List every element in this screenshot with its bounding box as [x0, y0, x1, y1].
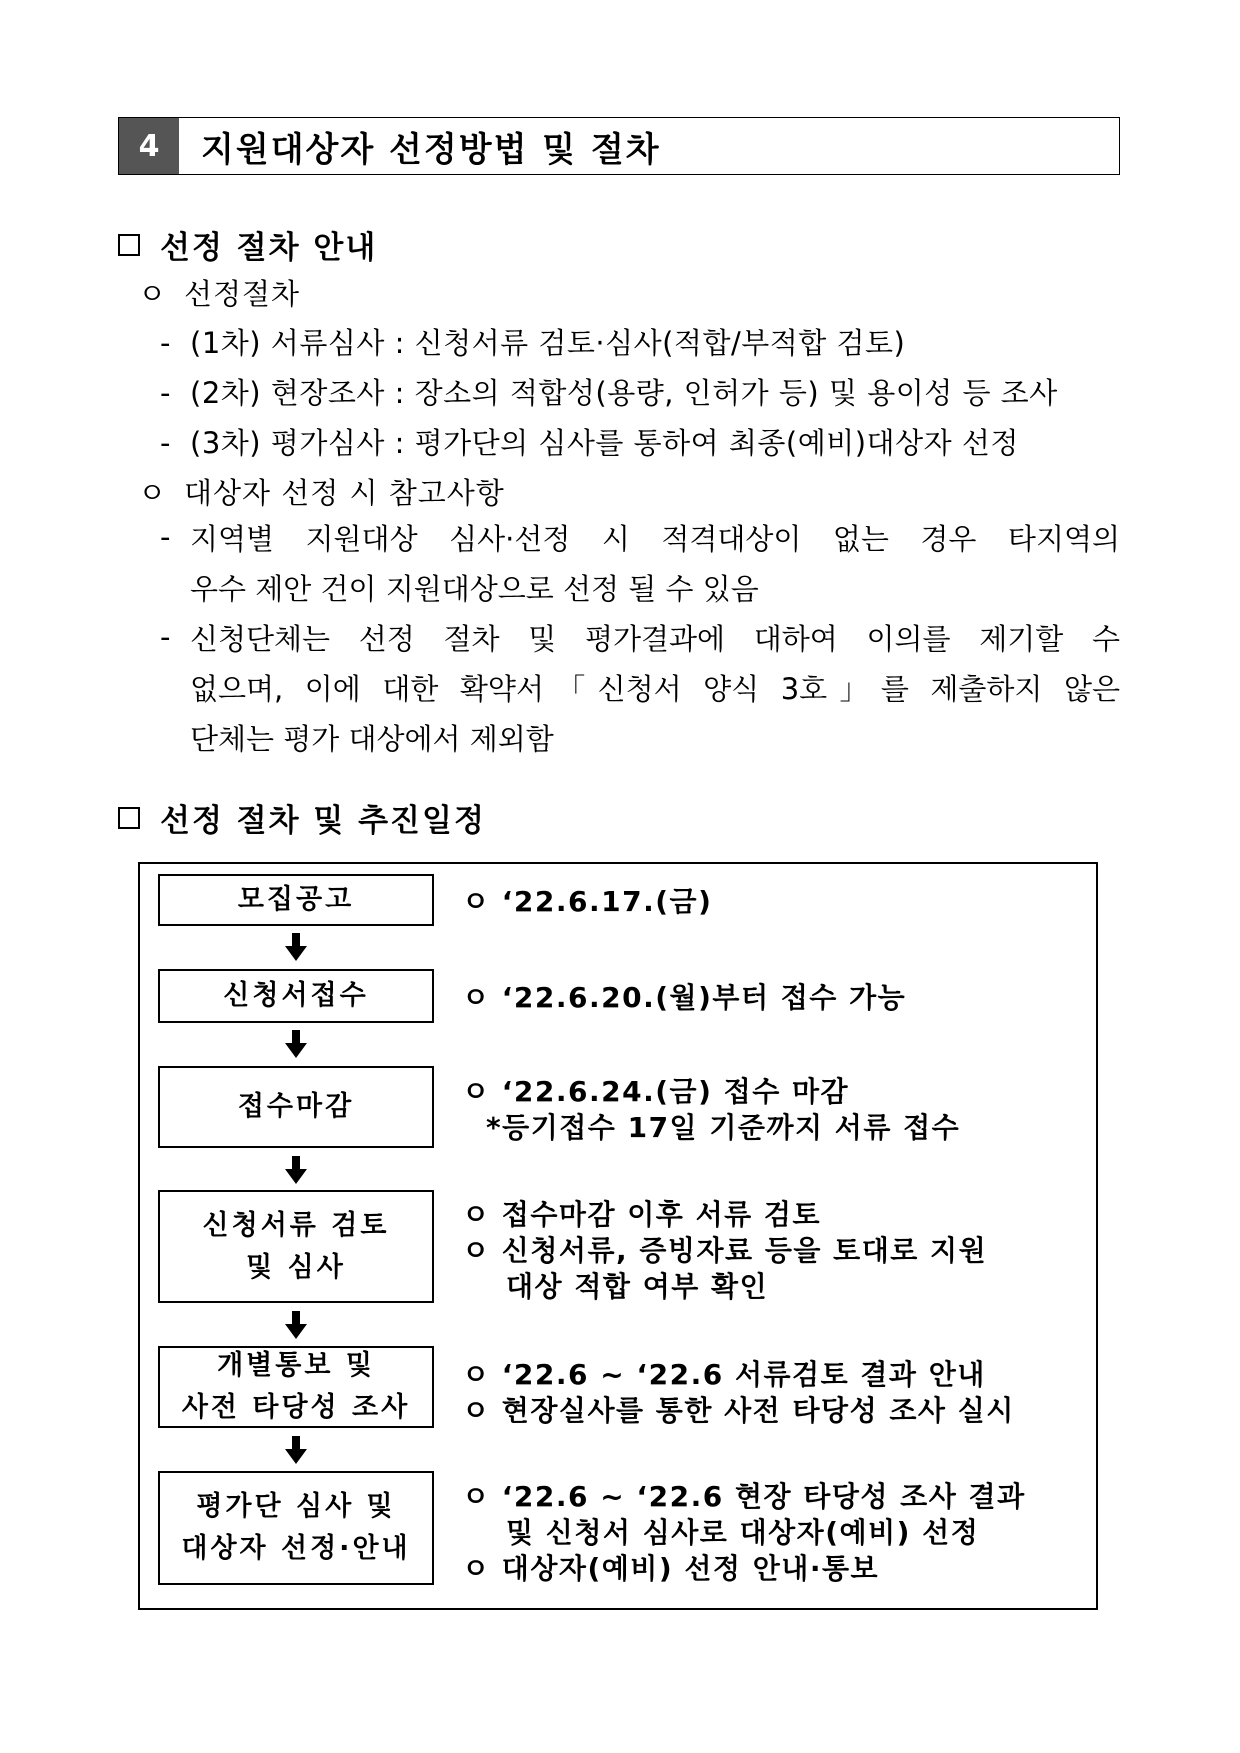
- section-header: [118, 117, 1120, 175]
- down-arrow-icon: [283, 933, 309, 961]
- flow-step-6-box: 평가단 심사 및 대상자 선정·안내: [158, 1471, 434, 1585]
- flow-step-1-box: 모집공고: [158, 874, 434, 926]
- down-arrow-icon: [283, 1311, 309, 1339]
- flow-step-6-desc: ㅇ ‘22.6 ~ ‘22.6 현장 타당성 조사 결과 및 신청서 심사로 대상자(예비) 선정 ㅇ 대상자(예비) 선정 안내·통보: [462, 1480, 1026, 1585]
- procedure-label: 선정절차: [184, 277, 301, 311]
- flow-step-3-desc: ㅇ ‘22.6.24.(금) 접수 마감 *등기접수 17일 기준까지 서류 접수: [462, 1075, 961, 1144]
- bullet-circle-icon: ㅇ: [138, 277, 168, 311]
- flow-step-4-box: 신청서류 검토 및 심사: [158, 1190, 434, 1303]
- flow-step-5-desc: ㅇ ‘22.6 ~ ‘22.6 서류검토 결과 안내 ㅇ 현장실사를 통한 사전 타당성 조사 실시: [462, 1358, 1015, 1427]
- flow-step-4-desc: ㅇ 접수마감 이후 서류 검토 ㅇ 신청서류, 증빙자료 등을 토대로 지원 대상 적합 여부 확인: [462, 1198, 988, 1303]
- subsection-schedule-title: 선정 절차 및 추진일정: [160, 803, 486, 839]
- notes-bullet: [138, 471, 505, 512]
- checkbox-square-icon: [118, 807, 140, 829]
- section-title: 지원대상자 선정방법 및 절차: [201, 129, 661, 170]
- notes-item-2: - 신청단체는 선정 절차 및 평가결과에 대하여 이의를 제기할 수 없으며, 이에 대한 확약서「신청서 양식 3호」를 제출하지 않은 단체는 평가 대상에서 제외함: [160, 620, 1120, 756]
- flow-step-2-box: 신청서접수: [158, 969, 434, 1023]
- down-arrow-icon: [283, 1156, 309, 1184]
- flow-step-1-desc: ㅇ ‘22.6.17.(금): [462, 885, 713, 918]
- subsection-guide-heading: [118, 222, 377, 267]
- subsection-guide-title: 선정 절차 안내: [160, 230, 378, 266]
- procedure-item-1: - (1차) 서류심사 : 신청서류 검토·심사(적합/부적합 검토): [160, 326, 906, 360]
- subsection-schedule-heading: [118, 795, 486, 840]
- procedure-bullet: [138, 272, 300, 313]
- checkbox-square-icon: [118, 234, 140, 256]
- down-arrow-icon: [283, 1436, 309, 1464]
- flow-step-2-desc: ㅇ ‘22.6.20.(월)부터 접수 가능: [462, 981, 907, 1014]
- notes-label: 대상자 선정 시 참고사항: [184, 476, 505, 510]
- section-number: 4: [119, 118, 179, 174]
- procedure-item-3: - (3차) 평가심사 : 평가단의 심사를 통하여 최종(예비)대상자 선정: [160, 426, 1019, 460]
- procedure-item-2: - (2차) 현장조사 : 장소의 적합성(용량, 인허가 등) 및 용이성 등 조사: [160, 376, 1058, 410]
- flow-step-3-box: 접수마감: [158, 1066, 434, 1148]
- flow-step-5-box: 개별통보 및 사전 타당성 조사: [158, 1346, 434, 1428]
- down-arrow-icon: [283, 1030, 309, 1058]
- notes-item-1: - 지역별 지원대상 심사·선정 시 적격대상이 없는 경우 타지역의 우수 제안 건이 지원대상으로 선정 될 수 있음: [160, 520, 1120, 606]
- bullet-circle-icon: ㅇ: [138, 476, 168, 510]
